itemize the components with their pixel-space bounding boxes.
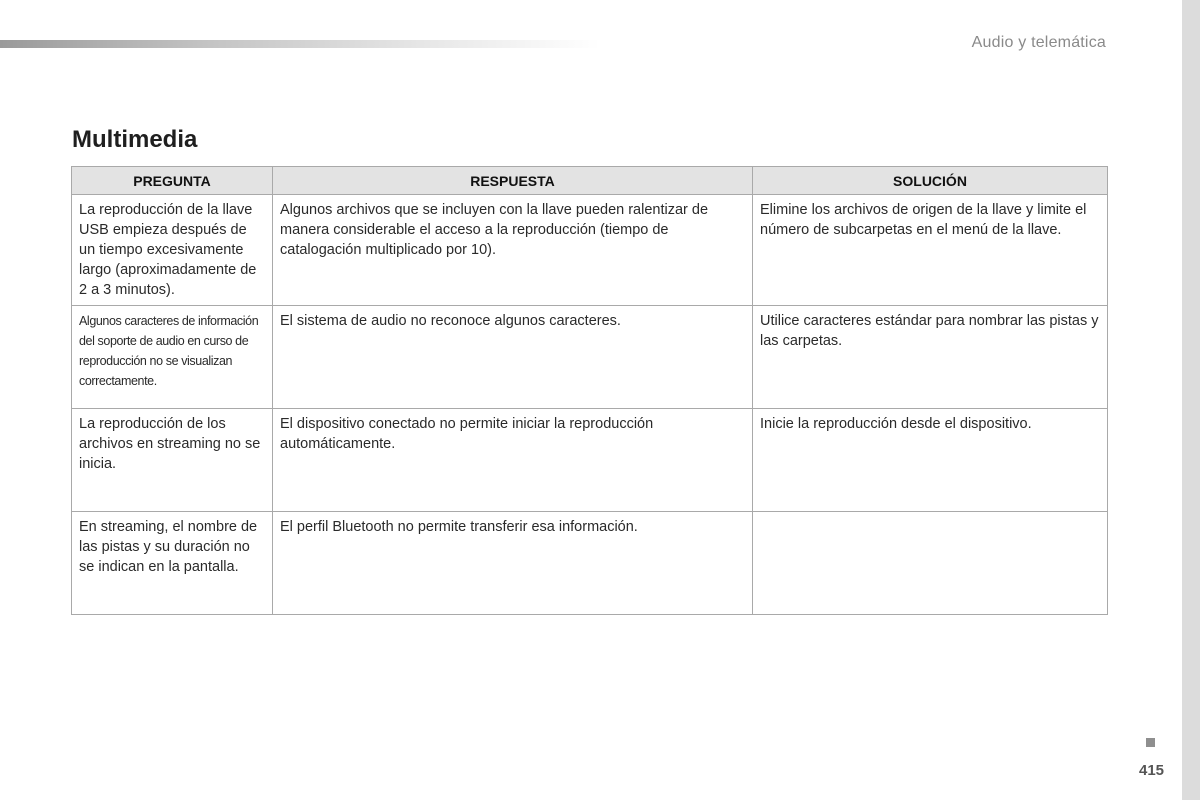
answer-cell: El sistema de audio no reconoce algunos caracteres. (273, 306, 753, 409)
answer-cell: El dispositivo conectado no permite iniciar la reproducción automáticamente. (273, 409, 753, 512)
table-row (72, 512, 1108, 615)
question-cell: En streaming, el nombre de las pistas y su duración no se indican en la pantalla. (72, 512, 273, 615)
question-cell: La reproducción de la llave USB empieza después de un tiempo excesivamente largo (aproximadamente de 2 a 3 minutos). (72, 195, 273, 306)
answer-cell: El perfil Bluetooth no permite transferir esa información. (273, 512, 753, 615)
question-cell: La reproducción de los archivos en streaming no se inicia. (72, 409, 273, 512)
column-header-question: PREGUNTA (72, 167, 273, 195)
header-gradient-bar (0, 40, 600, 48)
question-cell: Algunos caracteres de información del soporte de audio en curso de reproducción no se visualizan correctamente. (72, 306, 273, 409)
solution-cell: Utilice caracteres estándar para nombrar las pistas y las carpetas. (753, 306, 1108, 409)
table-row (72, 306, 1108, 409)
table-row (72, 195, 1108, 306)
solution-cell (753, 512, 1108, 615)
answer-cell: Algunos archivos que se incluyen con la llave pueden ralentizar de manera considerable el acceso a la reproducción (tiempo de catalogación multiplicado por 10). (273, 195, 753, 306)
section-header: Audio y telemática (971, 34, 1106, 51)
column-header-solution: SOLUCIÓN (753, 167, 1108, 195)
table-row (72, 409, 1108, 512)
table-header-row (72, 167, 1108, 195)
faq-table (71, 166, 1108, 615)
column-header-answer: RESPUESTA (273, 167, 753, 195)
page-marker-square (1146, 738, 1155, 747)
page-number: 415 (1139, 762, 1165, 779)
page-title: Multimedia (72, 126, 198, 153)
solution-cell: Elimine los archivos de origen de la llave y limite el número de subcarpetas en el menú de la llave. (753, 195, 1108, 306)
solution-cell: Inicie la reproducción desde el dispositivo. (753, 409, 1108, 512)
page-edge-strip (1182, 0, 1200, 800)
